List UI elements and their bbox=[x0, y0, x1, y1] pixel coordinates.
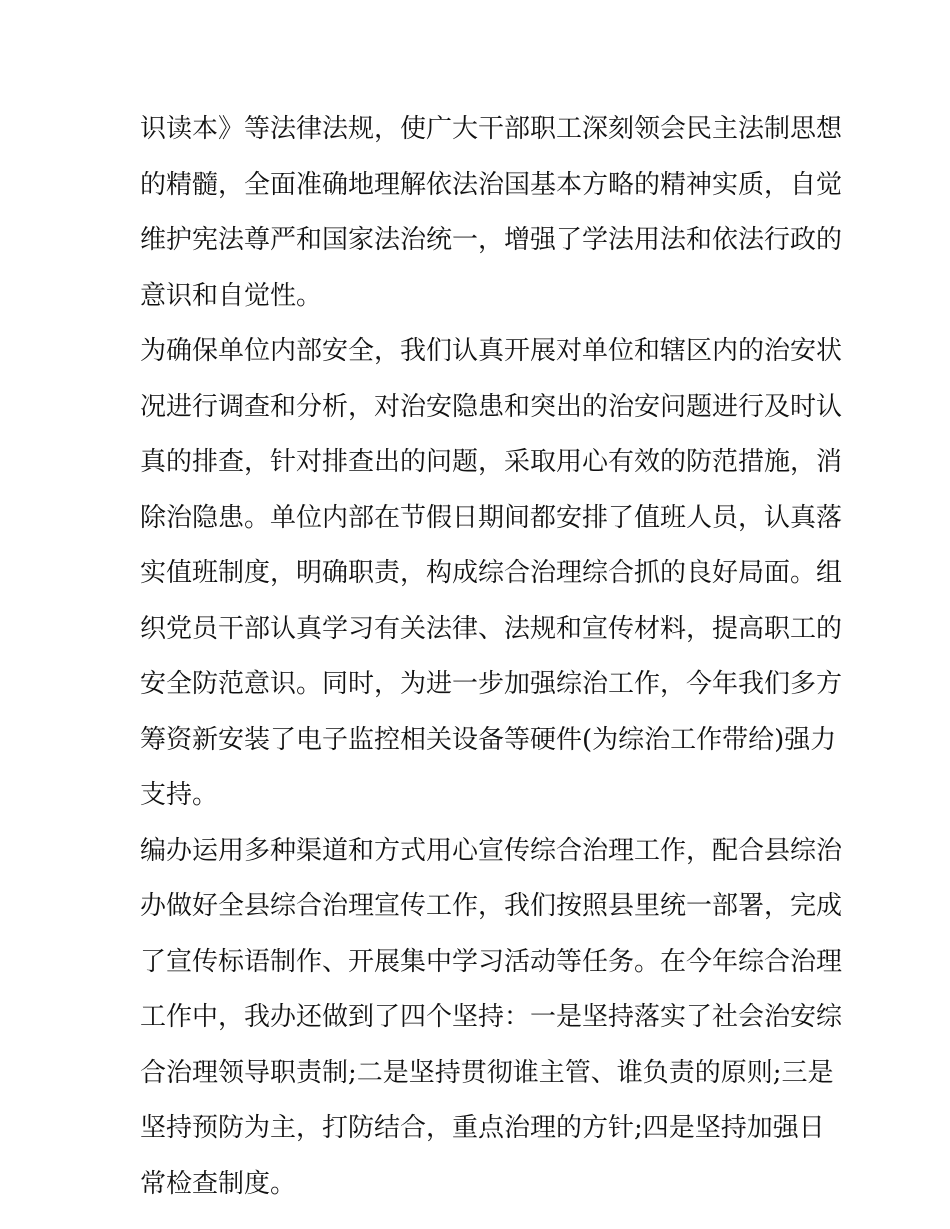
text-line: 维护宪法尊严和国家法治统一，增强了学法用法和依法行政的 bbox=[140, 225, 843, 255]
text-line: 实值班制度，明确职责，构成综合治理综合抓的良好局面。组 bbox=[140, 558, 843, 588]
text-line: 编办运用多种渠道和方式用心宣传综合治理工作，配合县综治 bbox=[140, 835, 843, 866]
text-line: 筹资新安装了电子监控相关设备等硬件(为综治工作带给)强力 bbox=[140, 724, 837, 755]
text-line: 支持。 bbox=[140, 780, 219, 810]
body-text bbox=[140, 102, 843, 1212]
text-line: 合治理领导职责制;二是坚持贯彻谁主管、谁负责的原则;三是 bbox=[140, 1057, 834, 1088]
text-line: 意识和自觉性。 bbox=[140, 280, 323, 311]
text-line: 况进行调查和分析，对治安隐患和突出的治安问题进行及时认 bbox=[140, 391, 843, 422]
text-line: 工作中，我办还做到了四个坚持：一是坚持落实了社会治安综 bbox=[140, 1002, 843, 1032]
text-line: 坚持预防为主，打防结合，重点治理的方针;四是坚持加强日 bbox=[140, 1113, 825, 1143]
text-line: 除治隐患。单位内部在节假日期间都安排了值班人员，认真落 bbox=[140, 502, 843, 533]
text-line: 的精髓，全面准确地理解依法治国基本方略的精神实质，自觉 bbox=[140, 169, 843, 200]
text-line: 常检查制度。 bbox=[140, 1168, 297, 1199]
text-line: 织党员干部认真学习有关法律、法规和宣传材料，提高职工的 bbox=[140, 613, 843, 644]
text-line: 为确保单位内部安全，我们认真开展对单位和辖区内的治安状 bbox=[140, 336, 843, 366]
text-line: 了宣传标语制作、开展集中学习活动等任务。在今年综合治理 bbox=[140, 946, 843, 977]
text-line: 真的排查，针对排查出的问题，采取用心有效的防范措施，消 bbox=[140, 447, 843, 477]
text-line: 安全防范意识。同时，为进一步加强综治工作，今年我们多方 bbox=[140, 669, 843, 699]
text-line: 办做好全县综合治理宣传工作，我们按照县里统一部署，完成 bbox=[140, 891, 843, 921]
text-line: 识读本》等法律法规，使广大干部职工深刻领会民主法制思想 bbox=[140, 114, 843, 144]
